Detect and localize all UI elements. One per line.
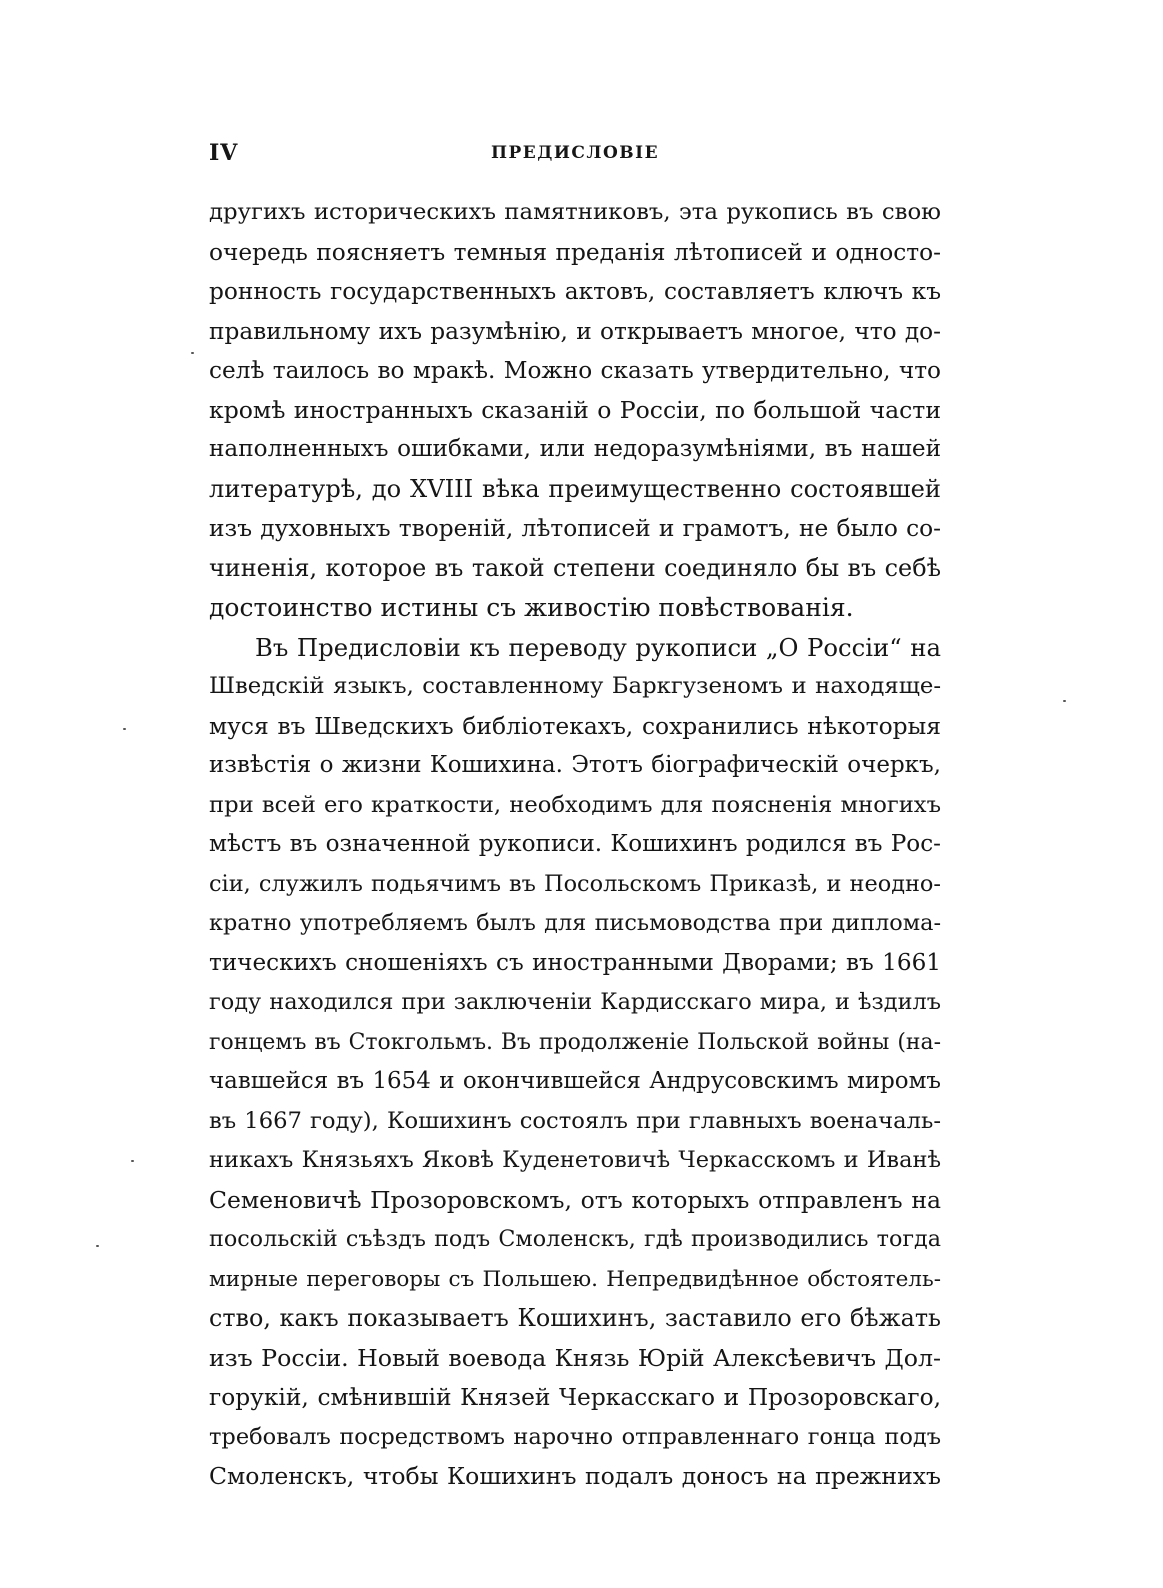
text-line: кромѣ иностранныхъ сказаній о Россіи, по большой части bbox=[209, 395, 941, 424]
text-line: изъ Россіи. Новый воевода Князь Юрій Алексѣевичъ Дол- bbox=[209, 1343, 941, 1372]
scan-speck bbox=[123, 728, 126, 730]
text-line: мирные переговоры съ Польшею. Непредвидѣнное обстоятель- bbox=[209, 1266, 941, 1292]
text-line: Шведскій языкъ, составленному Баркгузеномъ и находяще- bbox=[209, 673, 941, 699]
text-line: ство, какъ показываетъ Кошихинъ, заставило его бѣжать bbox=[209, 1304, 941, 1332]
text-line: въ 1667 году), Кошихинъ состоялъ при главныхъ военачаль- bbox=[209, 1107, 941, 1134]
text-line: требовалъ посредствомъ нарочно отправленнаго гонца подъ bbox=[209, 1423, 941, 1450]
text-line: правильному ихъ разумѣнію, и открываетъ многое, что до- bbox=[209, 317, 941, 345]
running-title: ПРЕДИСЛОВІЕ bbox=[490, 143, 660, 163]
scan-speck bbox=[191, 352, 194, 354]
text-line: при всей его краткости, необходимъ для поясненія многихъ bbox=[209, 791, 941, 818]
text-line: горукій, смѣнившій Князей Черкасскаго и Прозоровскаго, bbox=[209, 1384, 941, 1411]
page-number: IV bbox=[209, 140, 239, 166]
text-line: Смоленскъ, чтобы Кошихинъ подалъ доносъ на прежнихъ bbox=[209, 1462, 941, 1490]
text-line: Семеновичѣ Прозоровскомъ, отъ которыхъ отправленъ на bbox=[209, 1185, 941, 1214]
text-line: литературѣ, до XVIII вѣка преимущественно состоявшей bbox=[209, 474, 941, 503]
text-line: селѣ таилось во мракѣ. Можно сказать утвердительно, что bbox=[209, 357, 941, 384]
text-line: посольскій съѣздъ подъ Смоленскъ, гдѣ производились тогда bbox=[209, 1226, 941, 1252]
scan-speck bbox=[1063, 700, 1066, 702]
body-text bbox=[209, 193, 941, 1497]
text-line: кратно употребляемъ былъ для письмоводства при диплома- bbox=[209, 910, 941, 936]
text-line: мѣстъ въ означенной рукописи. Кошихинъ родился въ Рос- bbox=[209, 831, 941, 857]
text-line: наполненныхъ ошибками, или недоразумѣніями, въ нашей bbox=[209, 436, 941, 462]
page-header bbox=[209, 140, 941, 170]
scan-speck bbox=[96, 1245, 99, 1247]
text-line: ронность государственныхъ актовъ, составляетъ ключъ къ bbox=[209, 278, 941, 305]
text-line: очередь поясняетъ темныя преданія лѣтописей и односто- bbox=[209, 238, 941, 266]
text-line: другихъ историческихъ памятниковъ, эта рукопись въ свою bbox=[209, 199, 941, 225]
text-line: чиненія, которое въ такой степени соединяло бы въ себѣ bbox=[209, 553, 941, 582]
text-line: году находился при заключеніи Кардисскаго мира, и ѣздилъ bbox=[209, 989, 941, 1015]
text-line: изъ духовныхъ твореній, лѣтописей и грамотъ, не было со- bbox=[209, 515, 941, 542]
text-line: достоинство истины съ живостію повѣствованія. bbox=[209, 593, 854, 622]
text-line: тическихъ сношеніяхъ съ иностранными Дворами; въ 1661 bbox=[209, 949, 941, 976]
text-line: гонцемъ въ Стокгольмъ. Въ продолженіе Польской войны (на- bbox=[209, 1029, 941, 1055]
text-line: муся въ Шведскихъ библіотекахъ, сохранились нѣкоторыя bbox=[209, 711, 941, 740]
text-line: извѣстія о жизни Кошихина. Этотъ біографическій очеркъ, bbox=[209, 752, 941, 778]
text-line: никахъ Князьяхъ Яковѣ Куденетовичѣ Черкасскомъ и Иванѣ bbox=[209, 1147, 941, 1173]
text-line: Въ Предисловіи къ переводу рукописи „О Россіи“ на bbox=[255, 632, 941, 662]
text-line: сіи, служилъ подьячимъ въ Посольскомъ Приказѣ, и неодно- bbox=[209, 870, 941, 897]
text-line: чавшейся въ 1654 и окончившейся Андрусовскимъ миромъ bbox=[209, 1068, 941, 1094]
scan-speck bbox=[131, 1160, 134, 1162]
